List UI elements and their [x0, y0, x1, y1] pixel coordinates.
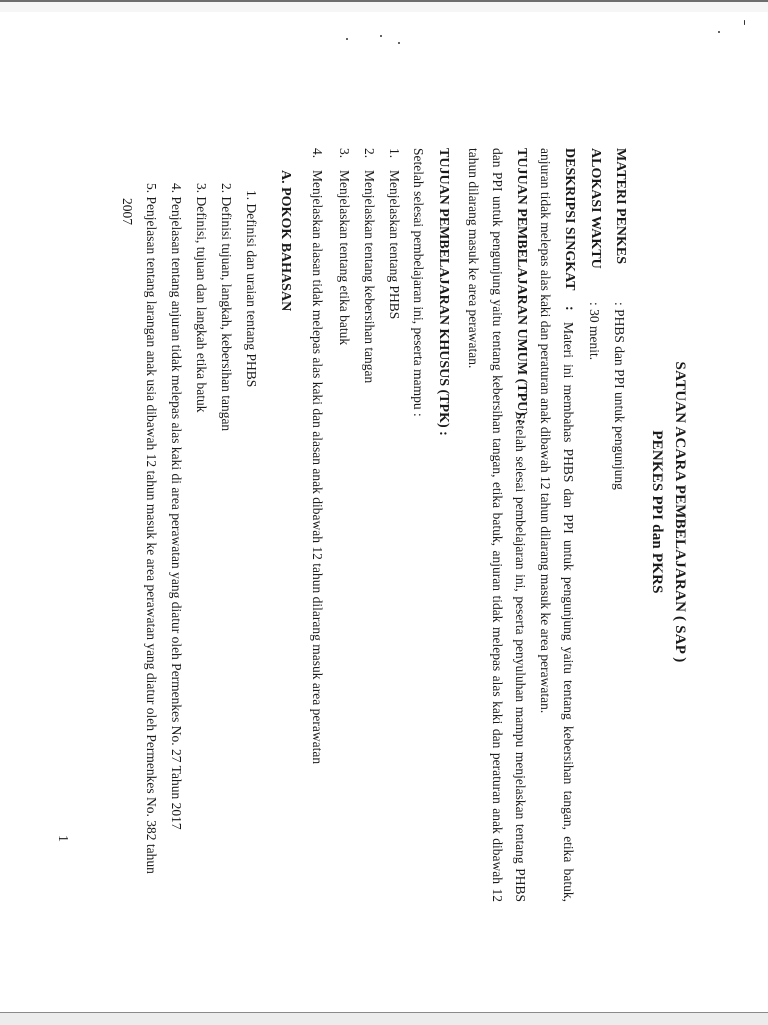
- pokok-item: 3. Definisi, tujuan dan langkah etika batuk: [194, 183, 209, 413]
- page-number: 1: [55, 835, 70, 842]
- tpk-item-text: Menjelaskan tentang kebersihan tangan: [362, 170, 377, 384]
- document-title: SATUAN ACARA PEMBELAJARAN ( SAP ): [672, 361, 688, 663]
- alokasi-label: ALOKASI WAKTU: [588, 148, 603, 269]
- deskripsi-label: DESKRIPSI SINGKAT: [562, 148, 577, 291]
- pokok-item: 5. Penjelasan tentang larangan anak usia dibawah 12 tahun masuk ke area perawatan yang diatur oleh Permenkes No. 382 tahun: [144, 183, 159, 874]
- materi-label: MATERI PENKES: [613, 148, 628, 265]
- tpk-intro: Setelah selesai pembelajaran ini, peserta mampu :: [411, 148, 426, 417]
- pokok-item: 1. Definisi dan uraian tentang PHBS: [244, 190, 259, 388]
- document-subtitle: PENKES PPI dan PKRS: [649, 430, 665, 594]
- pokok-item: 2. Definisi tujuan, langkah, kebersihan tangan: [219, 183, 234, 432]
- tpk-item-number: 3.: [337, 148, 352, 159]
- tpk-item-number: 4.: [310, 148, 325, 159]
- tpu-line-3: tahun dilarang masuk ke area perawatan.: [466, 148, 481, 369]
- tpk-item: [386, 148, 402, 319]
- pokok-bahasan-heading: A. POKOK BAHASAN: [278, 170, 293, 312]
- tpk-item-text: Menjelaskan tentang etika batuk: [337, 170, 352, 346]
- pokok-item-continuation: 2007: [120, 198, 135, 225]
- tpk-item-text: Menjelaskan tentang PHBS: [387, 170, 402, 320]
- deskripsi-line-1: Materi ini membahas PHBS dan PPI untuk pengunjung yaitu tentang kebersihan tangan, etika batuk,: [561, 322, 576, 902]
- tpk-label: TUJUAN PEMBELAJARAN KHUSUS (TPK) :: [436, 148, 451, 436]
- deskripsi-colon: :: [562, 306, 577, 311]
- deskripsi-line-2: anjuran tidak melepas alas kaki dan peraturan anak dibawah 12 tahun dilarang masuk ke area perawatan.: [538, 148, 553, 714]
- tpu-line-1: Setelah selesai pembelajaran ini, peserta penyuluhan mampu menjelaskan tentang PHBS: [513, 412, 528, 902]
- tpu-line-2: dan PPI untuk pengunjung yaitu tentang kebersihan tangan, etika batuk, anjuran tidak melepas alas kaki dan peraturan anak dibawah 12: [490, 148, 505, 902]
- tpk-item-number: 2.: [362, 148, 377, 159]
- pokok-item: 4. Penjelasan tentang anjuran tidak melepas alas kaki di area perawatan yang diatur oleh Permenkes No. 27 Tahun 2017: [169, 183, 184, 830]
- tpk-item-text: Menjelaskan alasan tidak melepas alas kaki dan alasan anak dibawah 12 tahun dilarang masuk area perawatan: [310, 170, 325, 765]
- materi-value: : PHBS dan PPI untuk pengunjung: [612, 302, 627, 490]
- alokasi-value: : 30 menit.: [587, 302, 602, 361]
- tpu-label: TUJUAN PEMBELAJARAN UMUM (TPU) :: [514, 148, 529, 425]
- tpk-item-number: 1.: [387, 148, 402, 159]
- tpk-item: [309, 148, 325, 764]
- tpk-item: [336, 148, 352, 345]
- tpk-item: [361, 148, 377, 383]
